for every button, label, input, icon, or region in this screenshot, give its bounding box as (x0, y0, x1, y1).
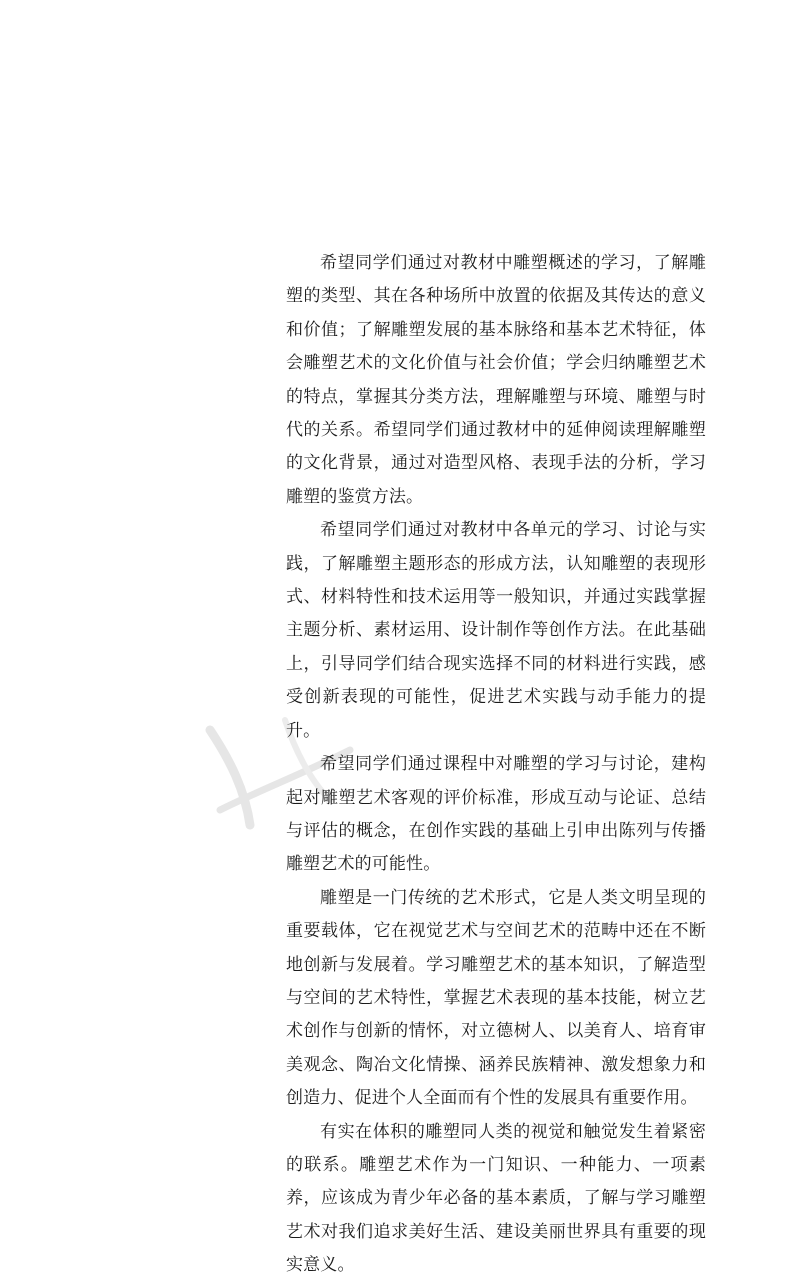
paragraph-1: 希望同学们通过对教材中雕塑概述的学习，了解雕塑的类型、其在各种场所中放置的依据及其传达的意义和价值；了解雕塑发展的基本脉络和基本艺术特征，体会雕塑艺术的文化价值与社会价值；学会归纳雕塑艺术的特点，掌握其分类方法，理解雕塑与环境、雕塑与时代的关系。希望同学们通过教材中的延伸阅读理解雕塑的文化背景，通过对造型风格、表现手法的分析，学习雕塑的鉴赏方法。 (286, 253, 706, 507)
paragraph-4: 雕塑是一门传统的艺术形式，它是人类文明呈现的重要载体，它在视觉艺术与空间艺术的范畴中还在不断地创新与发展着。学习雕塑艺术的基本知识，了解造型与空间的艺术特性，掌握艺术表现的基本技能，树立艺术创作与创新的情怀，对立德树人、以美育人、培育审美观念、陶冶文化情操、涵养民族精神、激发想象力和创造力、促进个人全面而有个性的发展具有重要作用。 (286, 887, 706, 1109)
paragraph-5: 有实在体积的雕塑同人类的视觉和触觉发生着紧密的联系。雕塑艺术作为一门知识、一种能力、一项素养，应该成为青少年必备的基本素质，了解与学习雕塑艺术对我们追求美好生活、建设美丽世界具有重要的现实意义。 (286, 1121, 706, 1276)
paragraph-2: 希望同学们通过对教材中各单元的学习、讨论与实践，了解雕塑主题形态的形成方法，认知雕塑的表现形式、材料特性和技术运用等一般知识，并通过实践掌握主题分析、素材运用、设计制作等创作方法。在此基础上，引导同学们结合现实选择不同的材料进行实践，感受创新表现的可能性，促进艺术实践与动手能力的提升。 (286, 520, 706, 741)
body-text (286, 247, 706, 1283)
paragraph-3: 希望同学们通过课程中对雕塑的学习与讨论，建构起对雕塑艺术客观的评价标准，形成互动与论证、总结与评估的概念，在创作实践的基础上引申出陈列与传播雕塑艺术的可能性。 (286, 754, 706, 875)
